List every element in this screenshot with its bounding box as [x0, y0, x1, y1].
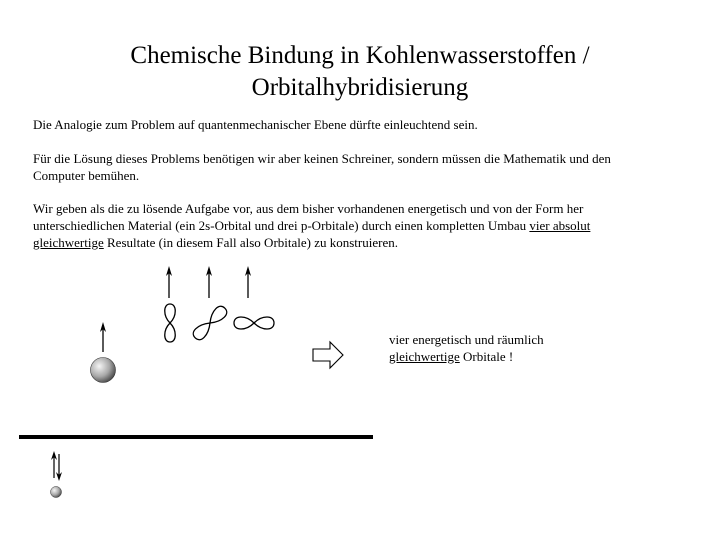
p-orbital-diagonal-icon [191, 304, 229, 342]
p-orbital-y-spin-up-icon [206, 266, 212, 298]
s-orbital-spin-up-icon [100, 322, 106, 352]
result-note-text-1: vier energetisch und räumlich [389, 332, 544, 347]
title-line-2: Orbitalhybridisierung [251, 74, 469, 101]
paragraph-solution: Für die Lösung dieses Problems benötigen wir aber keinen Schreiner, sondern müssen die Mathematik und den Computer bemühen. [33, 151, 611, 183]
p-orbital-z-spin-up-icon [245, 266, 251, 298]
paired-spin-arrows-icon [51, 451, 62, 481]
paragraph-task-underlined: vier absolut gleichwertige [33, 218, 591, 250]
s-orbital-sphere-icon [91, 358, 116, 383]
inner-s-orbital-sphere-icon [51, 487, 62, 498]
outline-right-arrow-icon [313, 342, 343, 368]
title-line-1: Chemische Bindung in Kohlenwasserstoffen / [130, 42, 590, 69]
result-note [389, 331, 589, 365]
paragraph-analogy: Die Analogie zum Problem auf quantenmechanischer Ebene dürfte einleuchtend sein. [33, 117, 478, 132]
p-orbital-vertical-icon [165, 304, 176, 342]
energy-level-divider [19, 435, 373, 439]
p-orbital-horizontal-icon [234, 317, 274, 329]
paragraph-task-text-1: Wir geben als die zu lösende Aufgabe vor, aus dem bisher vorhandenen energetisch und von der Form her unterschiedlichen Material (ein 2s-Orbital und drei p-Orbitale) durch einen kompletten Umbau [33, 201, 584, 233]
p-orbital-x-spin-up-icon [166, 266, 172, 298]
result-note-underlined: gleichwertige [389, 349, 460, 364]
paragraph-task-text-2: Resultate (in diesem Fall also Orbitale) zu konstruieren. [103, 235, 398, 250]
result-note-text-2: Orbitale ! [459, 349, 514, 364]
